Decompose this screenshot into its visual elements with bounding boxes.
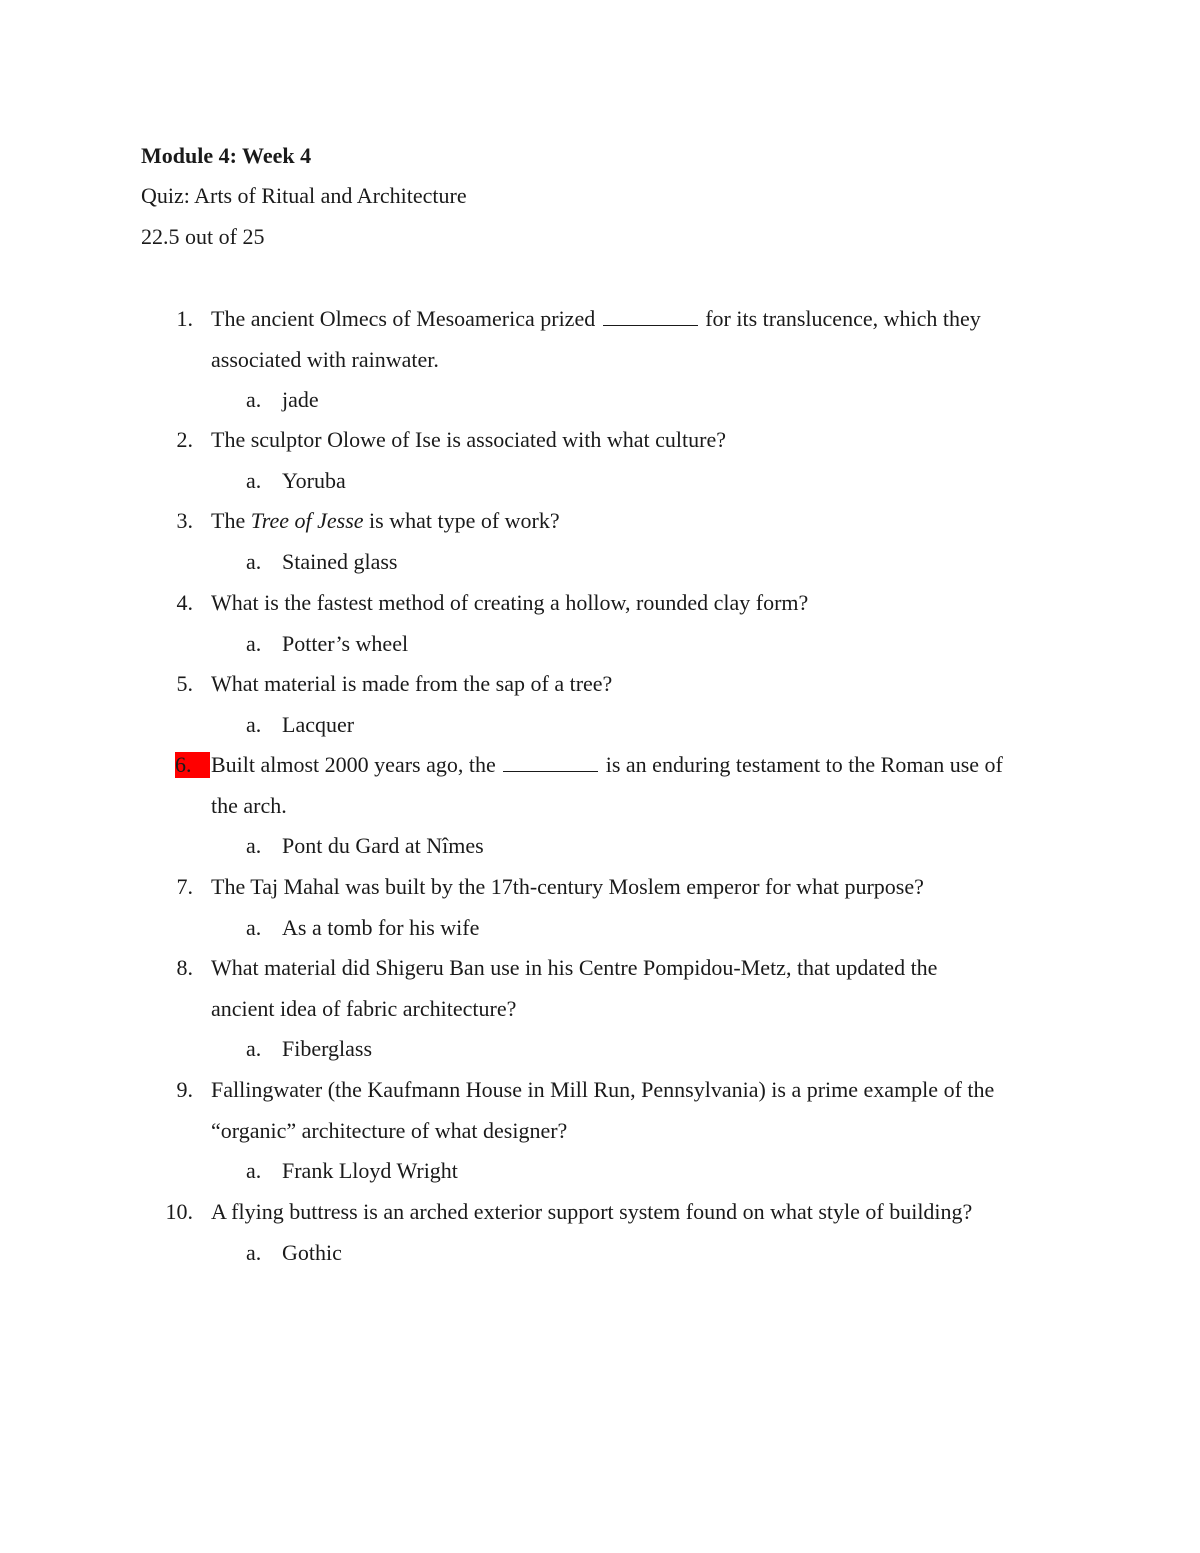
question-text [211, 1192, 1061, 1233]
question-text-line: The sculptor Olowe of Ise is associated with what culture? [211, 427, 727, 452]
question-number: 1. [176, 306, 193, 331]
answer-blank [503, 753, 598, 772]
question-text-part: The ancient Olmecs of Mesoamerica prized [211, 306, 596, 331]
question-text [211, 1070, 1061, 1151]
answer-text: Yoruba [282, 468, 346, 493]
answer-text: Lacquer [282, 712, 355, 737]
question-text-line: A flying buttress is an arched exterior support system found on what style of building? [211, 1199, 973, 1224]
answer-text: Potter’s wheel [282, 631, 409, 656]
answer-letter: a. [246, 387, 262, 412]
question-text [211, 867, 1061, 908]
question-text-part: The [211, 508, 246, 533]
quiz-score: 22.5 out of 25 [141, 224, 265, 249]
answer-text: As a tomb for his wife [282, 915, 480, 940]
answer-letter: a. [246, 915, 262, 940]
question-text-line: “organic” architecture of what designer? [211, 1117, 568, 1143]
answer-letter: a. [246, 1036, 262, 1061]
question-text [211, 664, 1061, 705]
artwork-title: Tree of Jesse [250, 508, 364, 533]
question-text-line: Fallingwater (the Kaufmann House in Mill Run, Pennsylvania) is a prime example of the [211, 1077, 995, 1102]
question-text [211, 745, 1061, 826]
question-text-part: Built almost 2000 years ago, the [211, 752, 496, 777]
quiz-name: Quiz: Arts of Ritual and Architecture [141, 183, 467, 208]
question-number: 8. [176, 955, 193, 980]
answer-letter: a. [246, 1240, 262, 1265]
question-number: 4. [176, 590, 193, 615]
question-text-line: associated with rainwater. [211, 346, 439, 372]
answer-text: Frank Lloyd Wright [282, 1158, 458, 1183]
question-text-line: What is the fastest method of creating a hollow, rounded clay form? [211, 590, 809, 615]
question-text-line: ancient idea of fabric architecture? [211, 995, 517, 1021]
answer-letter: a. [246, 631, 262, 656]
question-number-flagged: 6. [175, 752, 210, 778]
answer-text: Pont du Gard at Nîmes [282, 833, 484, 858]
question-text [211, 501, 1061, 542]
question-text-part: for its translucence, which they [705, 306, 981, 331]
question-number: 10. [165, 1199, 193, 1224]
answer-letter: a. [246, 1158, 262, 1183]
question-text [211, 583, 1061, 624]
question-number: 7. [176, 874, 193, 899]
page-title: Module 4: Week 4 [141, 143, 312, 168]
question-text-line: What material did Shigeru Ban use in his Centre Pompidou-Metz, that updated the [211, 955, 938, 980]
question-text-line: What material is made from the sap of a tree? [211, 671, 613, 696]
question-text [211, 420, 1061, 461]
question-text-part: is what type of work? [369, 508, 560, 533]
answer-text: Fiberglass [282, 1036, 373, 1061]
answer-text: Gothic [282, 1240, 342, 1265]
answer-text: jade [282, 387, 319, 412]
question-text-line: the arch. [211, 792, 287, 818]
answer-letter: a. [246, 468, 262, 493]
question-text-line: The Taj Mahal was built by the 17th-century Moslem emperor for what purpose? [211, 874, 924, 899]
question-text-part: is an enduring testament to the Roman use of [605, 752, 1003, 777]
answer-text: Stained glass [282, 549, 398, 574]
question-number: 9. [176, 1077, 193, 1102]
question-number: 2. [176, 427, 193, 452]
answer-letter: a. [246, 549, 262, 574]
answer-blank [603, 307, 698, 326]
question-number: 3. [176, 508, 193, 533]
answer-letter: a. [246, 712, 262, 737]
question-text [211, 299, 1061, 380]
answer-letter: a. [246, 833, 262, 858]
question-text [211, 948, 1061, 1029]
question-number: 5. [176, 671, 193, 696]
